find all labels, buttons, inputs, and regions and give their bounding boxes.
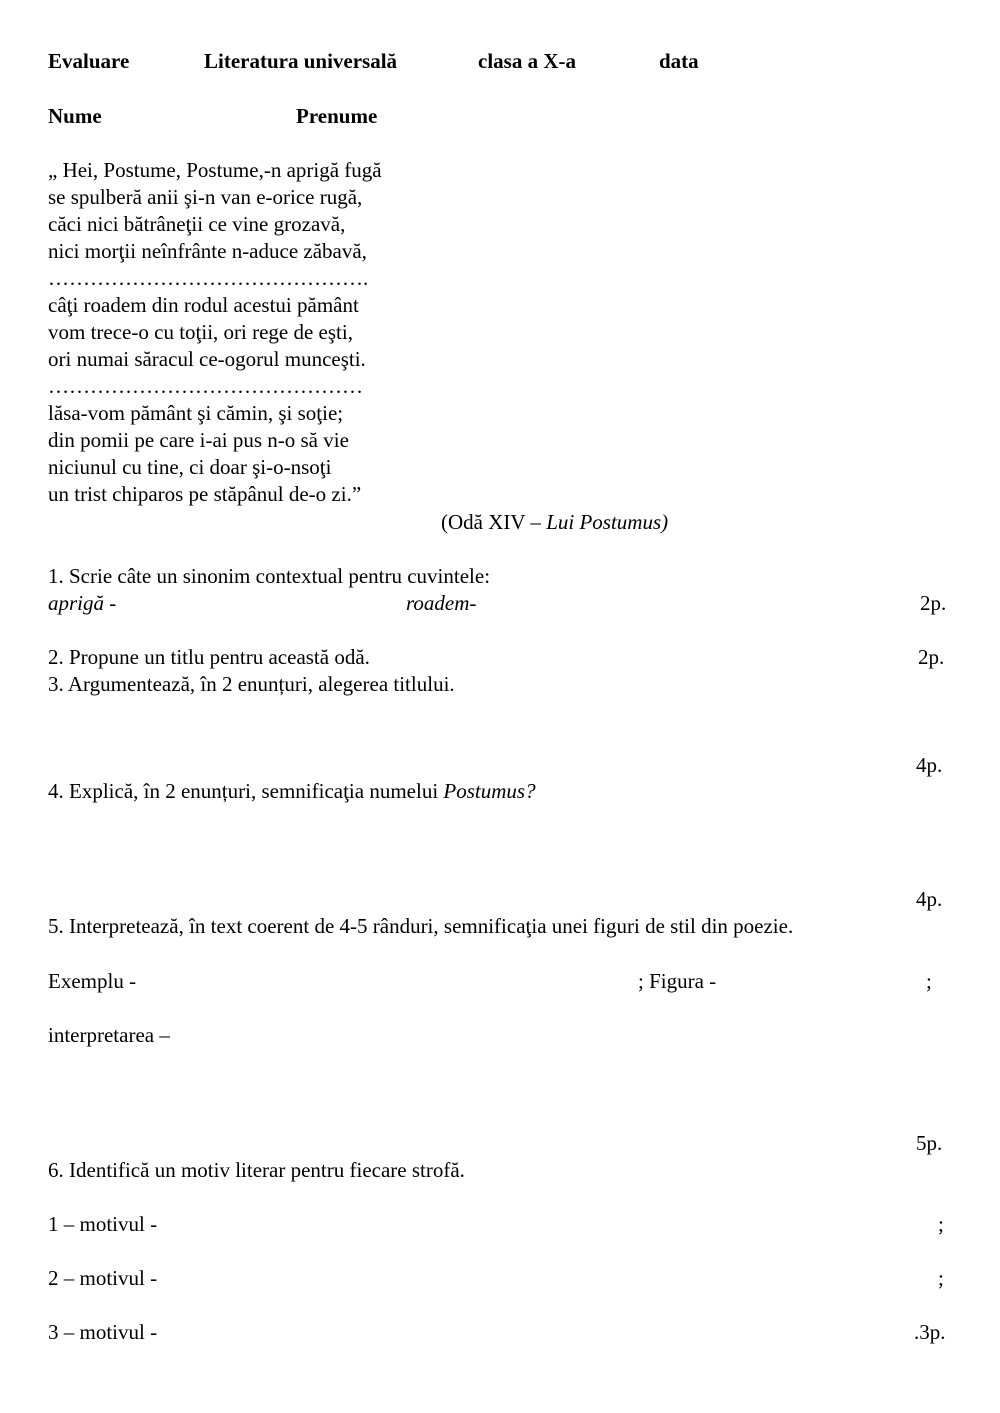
question-2-points: 2p. xyxy=(918,645,945,669)
question-5-text: 5. Interpretează, în text coerent de 4-5 rânduri, semnificaţia unei figuri de stil din poezie. xyxy=(48,914,794,938)
poem-text xyxy=(48,157,382,508)
question-6-text: 6. Identifică un motiv literar pentru fiecare strofă. xyxy=(48,1158,465,1182)
poem-line: „ Hei, Postume, Postume,-n aprigă fugă xyxy=(48,158,382,182)
question-3-text: 3. Argumentează, în 2 enunțuri, alegerea titlului. xyxy=(48,672,455,696)
poem-line: căci nici bătrâneţii ce vine grozavă, xyxy=(48,212,346,236)
header-subject: Literatura universală xyxy=(204,49,398,73)
surname-label: Prenume xyxy=(296,104,378,128)
motif-1-label: 1 – motivul - xyxy=(48,1212,158,1236)
poem-source-plain: (Odă XIV – xyxy=(441,510,547,534)
question-2-text: 2. Propune un titlu pentru această odă. xyxy=(48,645,370,669)
header-grade: clasa a X-a xyxy=(478,49,576,73)
poem-line: câţi roadem din rodul acestui pământ xyxy=(48,293,359,317)
question-5-points: 5p. xyxy=(916,1131,943,1155)
question-1-text: 1. Scrie câte un sinonim contextual pentru cuvintele: xyxy=(48,564,491,588)
poem-line: ……………………………………… xyxy=(48,374,363,398)
question-1-word-2: roadem- xyxy=(406,591,477,615)
header-date-label: data xyxy=(659,49,699,73)
poem-line: ………………………………………. xyxy=(48,266,369,290)
question-6-points: .3p. xyxy=(914,1320,946,1344)
question-5-semicolon: ; xyxy=(926,969,932,993)
question-4-italic: Postumus? xyxy=(443,779,536,803)
name-label: Nume xyxy=(48,104,102,128)
poem-line: nici morţii neînfrânte n-aduce zăbavă, xyxy=(48,239,367,263)
question-1-points: 2p. xyxy=(920,591,947,615)
question-5-example-label: Exemplu - xyxy=(48,969,137,993)
poem-line: lăsa-vom pământ şi cămin, şi soţie; xyxy=(48,401,344,425)
question-4-plain: 4. Explică, în 2 enunțuri, semnificaţia numelui xyxy=(48,779,444,803)
question-5-figure-label: ; Figura - xyxy=(638,969,717,993)
poem-source xyxy=(441,509,668,536)
poem-source-italic: Lui Postumus) xyxy=(546,510,669,534)
question-4-text xyxy=(48,778,536,805)
poem-line: niciunul cu tine, ci doar şi-o-nsoţi xyxy=(48,455,332,479)
motif-3-label: 3 – motivul - xyxy=(48,1320,158,1344)
question-3-points: 4p. xyxy=(916,753,943,777)
question-4-points: 4p. xyxy=(916,887,943,911)
poem-line: se spulberă anii şi-n van e-orice rugă, xyxy=(48,185,363,209)
header-evaluare: Evaluare xyxy=(48,49,130,73)
question-5-interpretation-label: interpretarea – xyxy=(48,1023,170,1047)
poem-line: ori numai săracul ce-ogorul munceşti. xyxy=(48,347,366,371)
poem-line: vom trece-o cu toţii, ori rege de eşti, xyxy=(48,320,353,344)
motif-1-end: ; xyxy=(938,1212,944,1236)
motif-2-label: 2 – motivul - xyxy=(48,1266,158,1290)
question-1-word-1: aprigă - xyxy=(48,591,117,615)
motif-2-end: ; xyxy=(938,1266,944,1290)
poem-line: un trist chiparos pe stăpânul de-o zi.” xyxy=(48,482,362,506)
poem-line: din pomii pe care i-ai pus n-o să vie xyxy=(48,428,349,452)
